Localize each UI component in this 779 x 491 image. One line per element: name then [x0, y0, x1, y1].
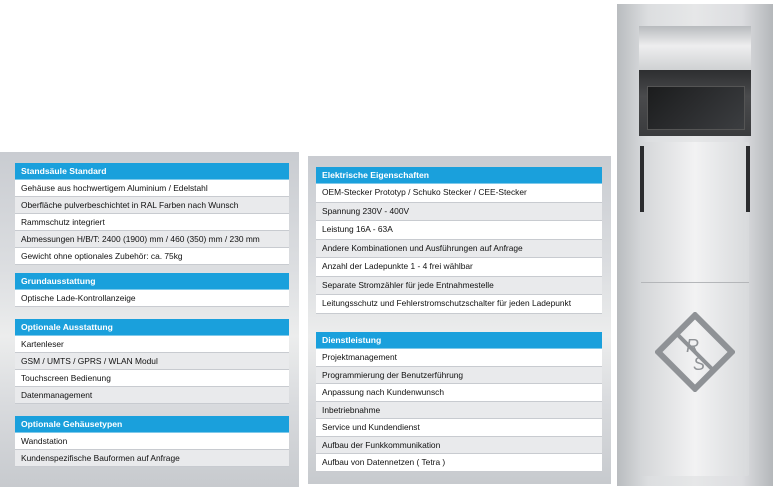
list-item: Gewicht ohne optionales Zubehör: ca. 75kg [15, 248, 289, 265]
list-item: Separate Stromzähler für jede Entnahmestelle [316, 277, 602, 296]
logo-letter-s: S [693, 354, 706, 374]
section-header: Dienstleistung [316, 332, 602, 349]
list-item: Spannung 230V - 400V [316, 203, 602, 222]
list-item: Andere Kombinationen und Ausführungen auf Anfrage [316, 240, 602, 259]
station-seam [641, 282, 749, 283]
middle-spec-panel [308, 156, 611, 484]
rs-logo-icon [655, 312, 735, 392]
section-elektrische-eigenschaften [316, 167, 602, 314]
row-list [316, 184, 602, 314]
list-item: Leistung 16A - 63A [316, 221, 602, 240]
section-header: Elektrische Eigenschaften [316, 167, 602, 184]
list-item: Optische Lade-Kontrollanzeige [15, 290, 289, 307]
section-header: Grundausstattung [15, 273, 289, 290]
list-item: Abmessungen H/B/T: 2400 (1900) mm / 460 (350) mm / 230 mm [15, 231, 289, 248]
row-list [15, 290, 289, 307]
section-gehaeusetypen [15, 416, 289, 467]
section-header: Optionale Ausstattung [15, 319, 289, 336]
list-item: GSM / UMTS / GPRS / WLAN Modul [15, 353, 289, 370]
list-item: Programmierung der Benutzerführung [316, 367, 602, 385]
section-dienstleistung [316, 332, 602, 472]
logo-letter-r: R [686, 336, 699, 356]
station-top-cover [639, 26, 751, 70]
list-item: Leitungsschutz und Fehlerstromschutzschalter für jeden Ladepunkt [316, 295, 602, 314]
list-item: Anpassung nach Kundenwunsch [316, 384, 602, 402]
list-item: Anzahl der Ladepunkte 1 - 4 frei wählbar [316, 258, 602, 277]
list-item: Kartenleser [15, 336, 289, 353]
list-item: Datenmanagement [15, 387, 289, 404]
row-list [316, 349, 602, 472]
station-side-panel [746, 146, 750, 212]
list-item: Kundenspezifische Bauformen auf Anfrage [15, 450, 289, 467]
section-grundausstattung [15, 273, 289, 307]
list-item: OEM-Stecker Prototyp / Schuko Stecker / CEE-Stecker [316, 184, 602, 203]
list-item: Wandstation [15, 433, 289, 450]
section-optionale-ausstattung [15, 319, 289, 404]
station-screen [647, 86, 745, 130]
list-item: Oberfläche pulverbeschichtet in RAL Farben nach Wunsch [15, 197, 289, 214]
list-item: Aufbau der Funkkommunikation [316, 437, 602, 455]
section-header: Standsäule Standard [15, 163, 289, 180]
list-item: Service und Kundendienst [316, 419, 602, 437]
section-standard [15, 163, 289, 265]
section-header: Optionale Gehäusetypen [15, 416, 289, 433]
list-item: Touchscreen Bedienung [15, 370, 289, 387]
row-list [15, 180, 289, 265]
left-spec-panel [0, 152, 299, 487]
list-item: Gehäuse aus hochwertigem Aluminium / Edelstahl [15, 180, 289, 197]
row-list [15, 433, 289, 467]
station-side-panel [640, 146, 644, 212]
list-item: Rammschutz integriert [15, 214, 289, 231]
list-item: Projektmanagement [316, 349, 602, 367]
charging-station-image [617, 4, 773, 486]
row-list [15, 336, 289, 404]
list-item: Aufbau von Datennetzen ( Tetra ) [316, 454, 602, 472]
list-item: Inbetriebnahme [316, 402, 602, 420]
station-body [641, 142, 749, 476]
